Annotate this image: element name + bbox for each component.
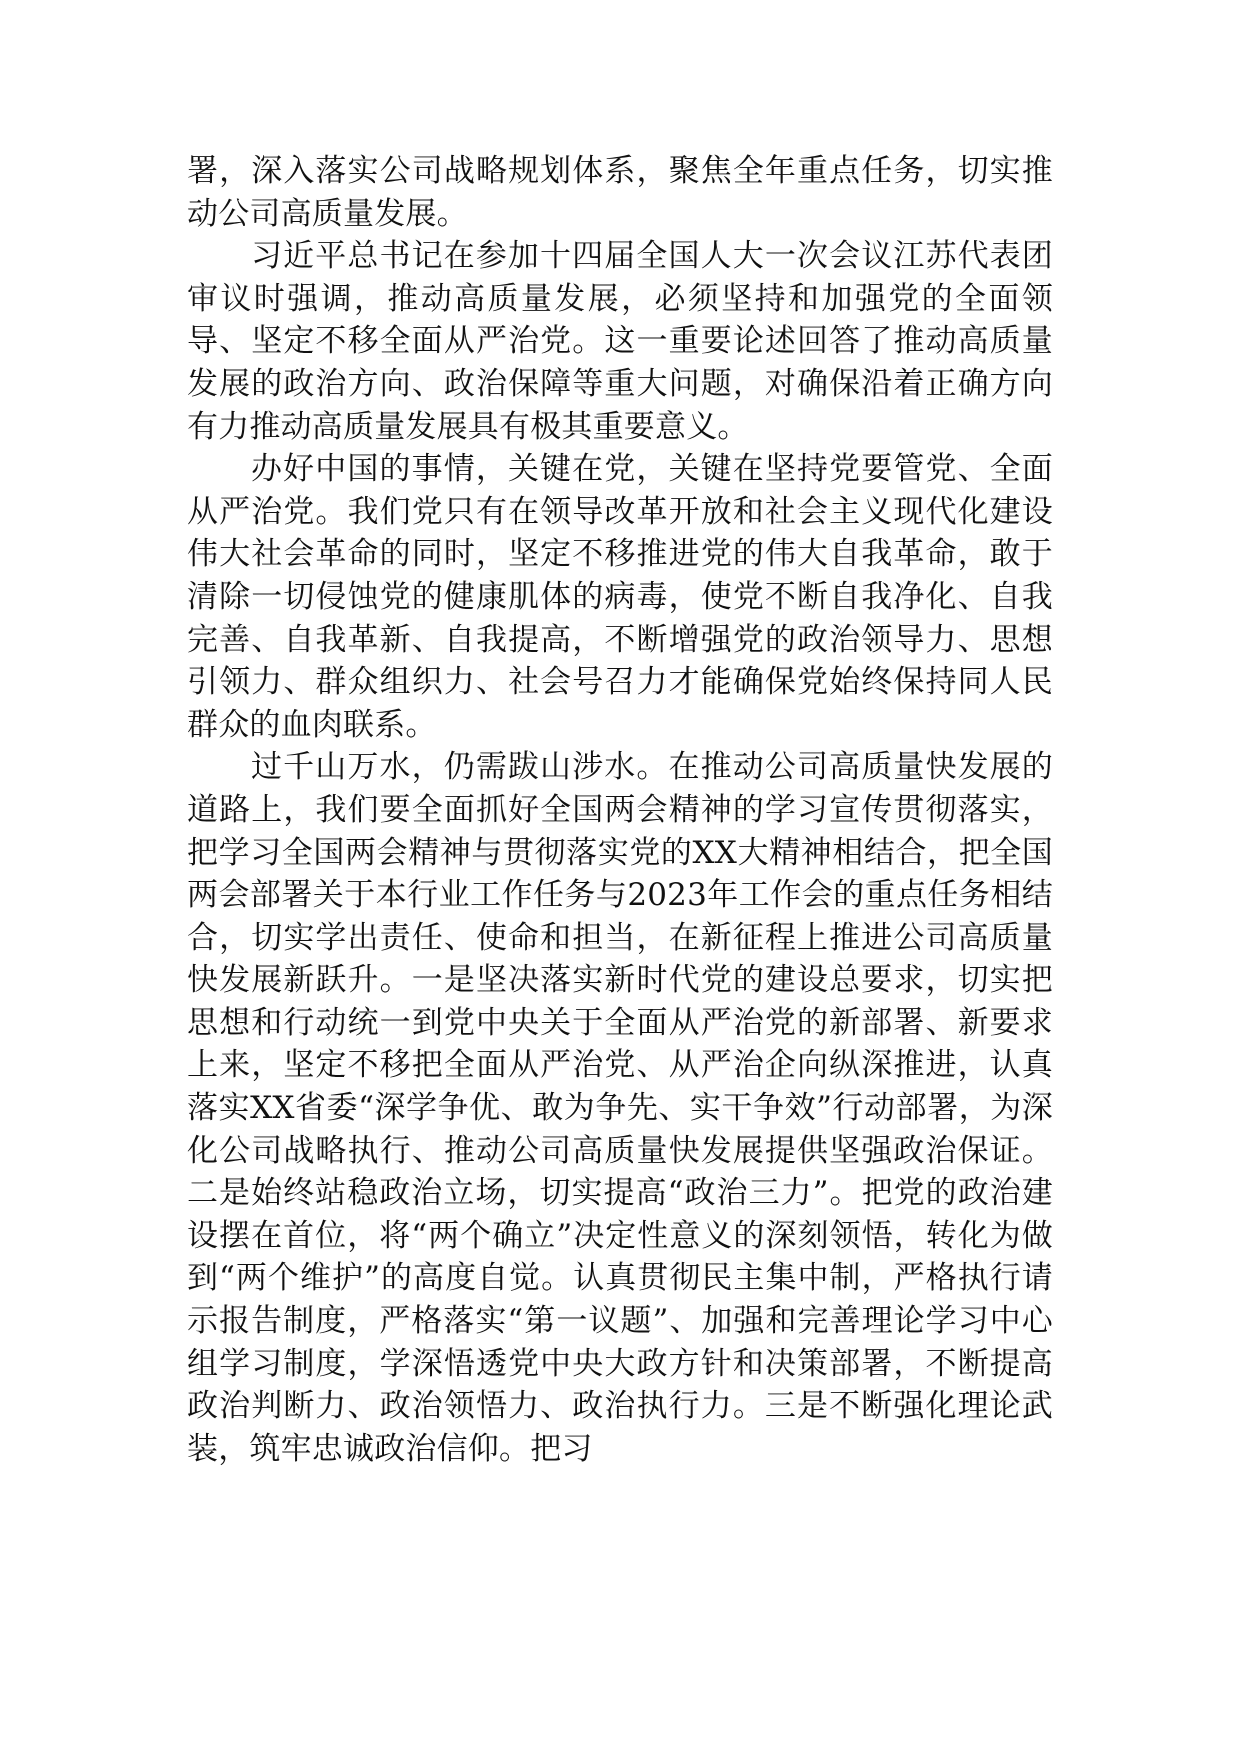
document-body	[187, 150, 1053, 1470]
paragraph-1: 署，深入落实公司战略规划体系，聚焦全年重点任务，切实推动公司高质量发展。	[187, 153, 1053, 232]
paragraph-2: 习近平总书记在参加十四届全国人大一次会议江苏代表团审议时强调，推动高质量发展，必须坚持和加强党的全面领导、坚定不移全面从严治党。这一重要论述回答了推动高质量发展的政治方向、政治保障等重大问题，对确保沿着正确方向有力推动高质量发展具有极其重要意义。	[187, 238, 1053, 445]
paragraph-3: 办好中国的事情，关键在党，关键在坚持党要管党、全面从严治党。我们党只有在领导改革开放和社会主义现代化建设伟大社会革命的同时，坚定不移推进党的伟大自我革命，敢于清除一切侵蚀党的健康肌体的病毒，使党不断自我净化、自我完善、自我革新、自我提高，不断增强党的政治领导力、思想引领力、群众组织力、社会号召力才能确保党始终保持同人民群众的血肉联系。	[187, 451, 1053, 743]
paragraph-4: 过千山万水，仍需跋山涉水。在推动公司高质量快发展的道路上，我们要全面抓好全国两会精神的学习宣传贯彻落实，把学习全国两会精神与贯彻落实党的XX大精神相结合，把全国两会部署关于本行业工作任务与2023年工作会的重点任务相结合，切实学出责任、使命和担当，在新征程上推进公司高质量快发展新跃升。一是坚决落实新时代党的建设总要求，切实把思想和行动统一到党中央关于全面从严治党的新部署、新要求上来，坚定不移把全面从严治党、从严治企向纵深推进，认真落实XX省委“深学争优、敢为争先、实干争效”行动部署，为深化公司战略执行、推动公司高质量快发展提供坚强政治保证。二是始终站稳政治立场，切实提高“政治三力”。把党的政治建设摆在首位，将“两个确立”决定性意义的深刻领悟，转化为做到“两个维护”的高度自觉。认真贯彻民主集中制，严格执行请示报告制度，严格落实“第一议题”、加强和完善理论学习中心组学习制度，学深悟透党中央大政方针和决策部署，不断提高政治判断力、政治领悟力、政治执行力。三是不断强化理论武装，筑牢忠诚政治信仰。把习	[187, 749, 1053, 1467]
